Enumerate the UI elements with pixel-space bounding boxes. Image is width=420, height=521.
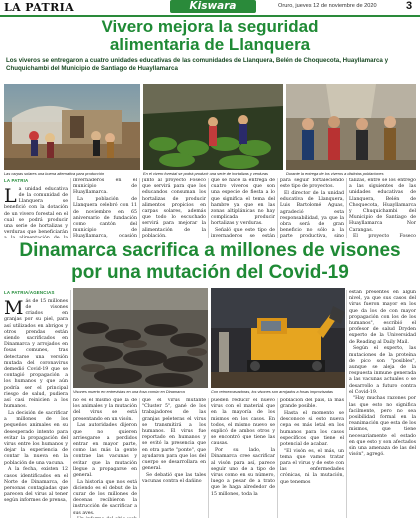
article2-col5-paragraph-3: "El visón es, el más, un tema que vamos tratar para el virus y de este con las enfermedades crónicas, ni la mutación, que tenemos: [280, 448, 344, 485]
article1-col1-paragraph: a unidad educativa de la comunidad de Llanquera se benefició con la dotación de un vivero forestal en el cual se podrá producir una serie de hortalizas y verduras que beneficiarán: [4, 186, 68, 236]
article1-dropcap: L: [4, 184, 17, 207]
article1-col6-paragraph-1: talizas, entre se los entregó a las siguientes de las unidades educativas de Llanquera, Belén de Choquecota, Huayllamarca y Chuquichambi del Municipio de Santiago de Huayllamarca Nor Carangas.: [349, 178, 416, 233]
article2-col1-paragraph-3: A la fecha, existen 12 casos identificados en el Norte de Dinamarca, de personas contagiadas que parecen del virus al tener según informes de prensa,: [4, 467, 68, 504]
section-badge: Kiswara: [170, 0, 256, 13]
column-divider: [208, 178, 209, 238]
article2-column-6: [349, 290, 416, 518]
article2-col1-paragraph-2: La decisión de sacrificar a millones de los pequeños animales en su desesperado intento para evitar la propagación del virus entre los humanos y dejar la experiencia de contar la nueva en la población de una vacuna.: [4, 410, 68, 466]
article2-col2-paragraph-3: La historia que nos está diciendo es el debut de la curar de los millones de decenas recibieron la instrucción de sacrificar a sus aves.: [73, 479, 137, 516]
column-divider: [139, 398, 140, 518]
newspaper-logo: LA PATRIA: [4, 1, 75, 14]
article2-column-1: [4, 290, 68, 518]
article1-column-4: [211, 178, 275, 238]
article1-col4-paragraph-2: Señaló que este tipo de invernaderos se están: [211, 228, 275, 238]
article2-headline-line1: Dinamarca sacrifica a millones de visones: [19, 240, 401, 261]
caption-photo-minks: Visones muerto en entrevistas en una fosa común en Dinamarca: [73, 389, 185, 394]
article2-col4-paragraph-2: Por su lado, la Dinamarca cree sacrificar al visón para así, parece seguir uno de a tipo de virus como en su número, luego a pesar de a trato que le haga alrededor de 15 millones, toda la: [211, 448, 275, 497]
photo-nursery-interior: [143, 84, 283, 170]
article1-column-6: [349, 178, 416, 238]
article2-col5-paragraph-1: población del país, la más grande posible.: [280, 398, 344, 410]
column-divider: [346, 178, 347, 238]
article2-column-4: [211, 398, 275, 518]
page-number: 3: [406, 0, 413, 12]
article2-col6-paragraph-3: "Hay muchas razones por las que esto no significa facilmente, pero no sea posibilidad formal en la reanimación que esta de los mismos, que tiene necesariamente el estado en que esto y son afectados sin una amenaza de las del visón", agregó.: [349, 396, 416, 458]
column-divider: [277, 398, 278, 518]
column-divider: [346, 290, 347, 518]
article2-col6-paragraph-1: están presentes en algún nivel, ya que sus casos del virus fueron mayor en los que da los de con mayor propagación con los de los humanos", escribió el profesor de salud Dryden experto de la Universidad de Reading al Daily Mail.: [349, 290, 416, 345]
article2-column-5: [280, 398, 344, 518]
photo-dead-minks: [73, 288, 208, 388]
issue-date: Oruro, jueves 12 de noviembre de 2020: [278, 3, 377, 9]
article1-column-2: [73, 178, 137, 238]
article2-col3-paragraph-2: Se debatió que las tales vacunas contra el dañino: [142, 472, 206, 485]
article1-col5-paragraph-2: El director de la unidad educativa de Llanquera, Luis Bartolomé Aguas, agradeció esta responsabilidad, ya que la obra será de gran beneficio no sólo a la parte productiva, sino: [280, 190, 344, 238]
photo-greenhouse: [4, 84, 140, 170]
article1-kicker: LA PATRIA: [4, 178, 29, 183]
column-divider: [139, 178, 140, 238]
article2-col5-paragraph-2: Hasta el momento se desconoce si esto nueva cepa es más letal en los humanos para los casos específicos que tiene el potencial de acabar.: [280, 410, 344, 447]
article2-col6-paragraph-2: Según el experto, las mutaciones de la proteína de pico son "posibles", aunque se aleja de la respuesta inmune generada a las vacunas actuales o se desarrollo a futuro contra el Covid-19.: [349, 346, 416, 395]
article1-col2-paragraph-2: La población de Llanquera celebró con 11 de noviembre en 65 aniversario de fundación como cantón del municipio de Huayllamarca, ocasión: [73, 197, 137, 238]
article1-col6-paragraph-2: El proyecto Foseco: [353, 234, 416, 238]
photo-delivery-event: [286, 84, 416, 170]
page-header: [0, 0, 420, 15]
article2-column-3: [142, 398, 206, 518]
article1-headline-line2: alimentaria de Llanquera: [109, 35, 311, 55]
article2-col3-paragraph-1: que el virus mutante "Cluster 5", gané de los trabajadores de las granjas peleteras el virus se transmitirá a los humanos. El virus fue reportado en humanos y se evitó la presencia que en otra parte "ponte", que ayudaron para que los del cuerpo se desarrollara en general.: [142, 398, 206, 472]
article2-column-2: [73, 398, 137, 518]
article2-col2-paragraph-2: Las autoridades dijeron que no quieren arriesgarse a perdidos entrar en mayor parte, como las más la gente contrae las vacunas y evitar que la mutación llegue a propagarse en general.: [73, 423, 137, 478]
article2-col1-paragraph-1: ás de 15 millones de visones criados en granjas por su piel, para así utilizados en abrigos y otros prendas están siendo sacrificados en Dinamarca y arrojados en fosas comunes, tras detectarse una versión mutada del coronavirus demedió Covid-19 que se contagió propagación a los humanos y que aún podría ser el principal riesgo de salud, pudiera así casi reinicien a los humanos.: [4, 298, 68, 410]
article1-column-3: [142, 178, 206, 238]
article1-headline-line1: Vivero mejora la seguridad: [101, 17, 319, 36]
column-divider: [70, 178, 71, 238]
article1-col5-paragraph-1: para seguir fortaleciendo este tipo de proyectos.: [280, 178, 344, 190]
article2-dropcap: M: [4, 296, 24, 319]
caption-photo-excavator: Con retroexcavadoras, los visones son arrojados a fosas improvisadas: [211, 389, 333, 394]
column-divider: [208, 398, 209, 518]
article1-headline: [0, 18, 420, 55]
article1-column-5: [280, 178, 344, 238]
article1-deck: Los viveros se entregaron a cuatro unidades educativas de las comunidades de Llanquera, Belén de Choquecota, Huayllamarca y Chuquichambi del Municipio de Santiago de Huayllamarca: [6, 57, 389, 73]
article2-col2-paragraph-1: no es el mismo que la de los animales y la mutación del virus se está presentando en un visón.: [73, 398, 137, 422]
caption-photo-nursery: En el vivero forestal se podrá producir una serie de hortalizas y verduras: [143, 171, 268, 176]
article2-headline: [0, 240, 420, 284]
article2-col2-paragraph-4: [73, 517, 137, 518]
article1-col3-paragraph-1: junto al proyecto Foseco que servirá para que los educandos consuman los hortalizas de producir alimentos propicios en carpas solares, además que todo lo escuchado servirá para mejorar la alimentación de la población.: [142, 178, 206, 238]
article1-column-1: [4, 178, 68, 238]
column-divider: [70, 290, 71, 518]
caption-photo-delivery: Durante la entrega de los viveros a distintas poblaciones: [286, 171, 384, 176]
article2-col4-paragraph-1: pueden reducir el nuevo virus con el material que en la mayoría de los mismos en los casos. En todos, el mismo nuevo se explicó de ambos otros y se encontró que tiene las causas.: [211, 398, 275, 447]
column-divider: [277, 178, 278, 238]
photo-excavator: [211, 288, 345, 388]
article2-kicker: LA PATRIA/AGENCIAS: [4, 290, 55, 295]
article1-col4-paragraph-1: que se hace la entrega de cuatro viveros que son una especie de fiesta a lo que significa el tema del hambre ya que en las zonas altiplánicas no hay complicada producir hortalizas y verduras.: [211, 178, 275, 227]
article1-col2-paragraph-1: invernaderos en el municipio de Huayllamarca.: [73, 178, 137, 196]
caption-photo-greenhouse: Las carpas solares una buena alternativa para producción: [4, 171, 105, 176]
article2-headline-line2: por una mutación del Covid-19: [71, 261, 349, 283]
